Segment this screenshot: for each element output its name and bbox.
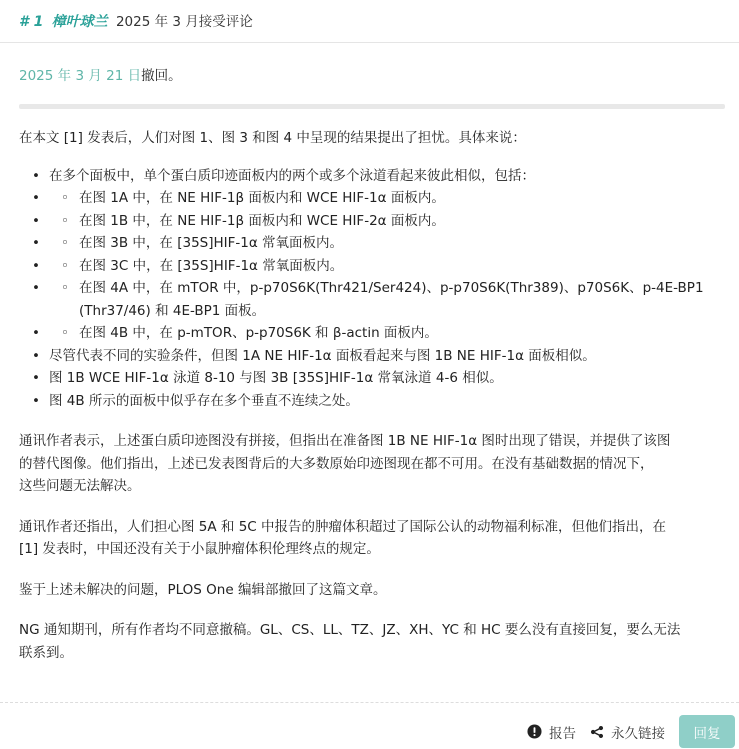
sub-bullet: ◦ (61, 235, 69, 251)
sub-list-item-text: 在图 1B 中，在 NE HIF-1β 面板内和 WCE HIF-2α 面板内。 (79, 212, 445, 229)
paragraph-line: [1] 发表时，中国还没有关于小鼠肿瘤体积伦理终点的规定。 (19, 541, 380, 557)
sub-list-item (32, 277, 725, 322)
divider (19, 104, 725, 109)
comment-author[interactable]: 樟叶球兰 (51, 14, 108, 30)
list-item (32, 165, 725, 188)
list-item-text: 尽管代表不同的实验条件，但图 1A NE HIF-1α 面板看起来与图 1B NE HIF-1α 面板相似。 (49, 347, 596, 364)
bullet: • (32, 325, 40, 341)
editor-decision-paragraph: 鉴于上述未解决的问题，PLOS One 编辑部撤回了这篇文章。 (19, 581, 387, 598)
author-response-paragraph (19, 430, 725, 498)
sub-list-item-text: 在图 4A 中，在 mTOR 中，p-p70S6K(Thr421/Ser424)、p-p70S6K(Thr389)、p70S6K、p-4E-BP1 (79, 280, 704, 296)
sub-bullet: ◦ (61, 325, 69, 341)
bullet: • (32, 190, 40, 206)
sub-list-item (32, 255, 725, 278)
author-disagreement-paragraph (19, 619, 725, 664)
permalink-label: 永久链接 (611, 725, 665, 742)
list-item-text: 图 4B 所示的面板中似乎存在多个垂直不连续之处。 (49, 392, 359, 409)
tumor-volume-paragraph (19, 516, 725, 561)
paragraph-line: NG 通知期刊，所有作者均不同意撤稿。GL、CS、LL、TZ、JZ、XH、YC 和 HC 要么没有直接回复，要么无法 (19, 622, 681, 638)
paragraph-line: 通讯作者还指出，人们担心图 5A 和 5C 中报告的肿瘤体积超过了国际公认的动物福利标准，但他们指出，在 (19, 518, 667, 535)
intro-paragraph: 在本文 [1] 发表后，人们对图 1、图 3 和图 4 中呈现的结果提出了担忧。具体来说： (19, 130, 526, 146)
comment-header (0, 0, 739, 43)
bullet: • (32, 235, 40, 251)
list-item-text: 图 1B WCE HIF-1α 泳道 8-10 与图 3B [35S]HIF-1α 常氧泳道 4-6 相似。 (49, 370, 503, 386)
comment-actions (527, 715, 735, 748)
sub-list-item (32, 210, 725, 233)
bullet: • (32, 347, 40, 364)
bullet: • (32, 212, 40, 229)
retraction-date: 2025 年 3 月 21 日 (19, 68, 142, 84)
paragraph-line: 联系到。 (19, 644, 73, 661)
sub-list-item (32, 232, 725, 255)
sub-bullet: ◦ (61, 190, 69, 206)
bullet: • (32, 370, 40, 386)
retraction-date-line (19, 66, 725, 86)
permalink-button[interactable] (590, 722, 665, 742)
list-item-text: 在多个面板中，单个蛋白质印迹面板内的两个或多个泳道看起来彼此相似，包括： (49, 167, 535, 184)
bullet: • (32, 280, 40, 296)
sub-bullet: ◦ (61, 257, 69, 274)
sub-list-item-text: 在图 4B 中，在 p-mTOR、p-p70S6K 和 β-actin 面板内。 (79, 325, 438, 341)
sub-list-item (32, 187, 725, 210)
bullet: • (32, 392, 40, 409)
share-icon (590, 725, 604, 739)
sub-bullet: ◦ (61, 280, 69, 296)
sub-list-item-text: 在图 1A 中，在 NE HIF-1β 面板内和 WCE HIF-1α 面板内。 (79, 190, 445, 206)
bullet: • (32, 257, 40, 274)
paragraph-line: 这些问题无法解决。 (19, 478, 141, 494)
sub-bullet: ◦ (61, 212, 69, 229)
reply-button[interactable]: 回复 (679, 715, 735, 748)
comment-body (19, 43, 725, 664)
sub-list-item-text: 在图 3B 中，在 [35S]HIF-1α 常氧面板内。 (79, 235, 344, 251)
sub-list-item-text: 在图 3C 中，在 [35S]HIF-1α 常氧面板内。 (79, 257, 344, 274)
list-item (32, 367, 725, 390)
comment-accepted-text: 2025 年 3 月接受评论 (115, 14, 253, 30)
comment-number[interactable]: # 1 (19, 14, 44, 30)
bullet: • (32, 167, 40, 184)
sub-list-item (32, 322, 725, 345)
concerns-list (19, 165, 725, 413)
paragraph-line: 通讯作者表示，上述蛋白质印迹图没有拼接，但指出在准备图 1B NE HIF-1α 图时出现了错误，并提供了该图 (19, 433, 671, 449)
paragraph-line: 的替代图像。他们指出，上述已发表图背后的大多数原始印迹图现在都不可用。在没有基础数据的情况下， (19, 455, 654, 472)
retraction-suffix: 撤回。 (141, 68, 182, 84)
report-button[interactable] (527, 722, 576, 742)
list-item (32, 345, 725, 368)
list-item (32, 390, 725, 413)
report-label: 报告 (549, 725, 576, 742)
alert-circle-icon (527, 724, 542, 739)
sub-list-item-text: (Thr37/46) 和 4E-BP1 面板。 (79, 302, 266, 319)
comment-footer (0, 702, 739, 749)
